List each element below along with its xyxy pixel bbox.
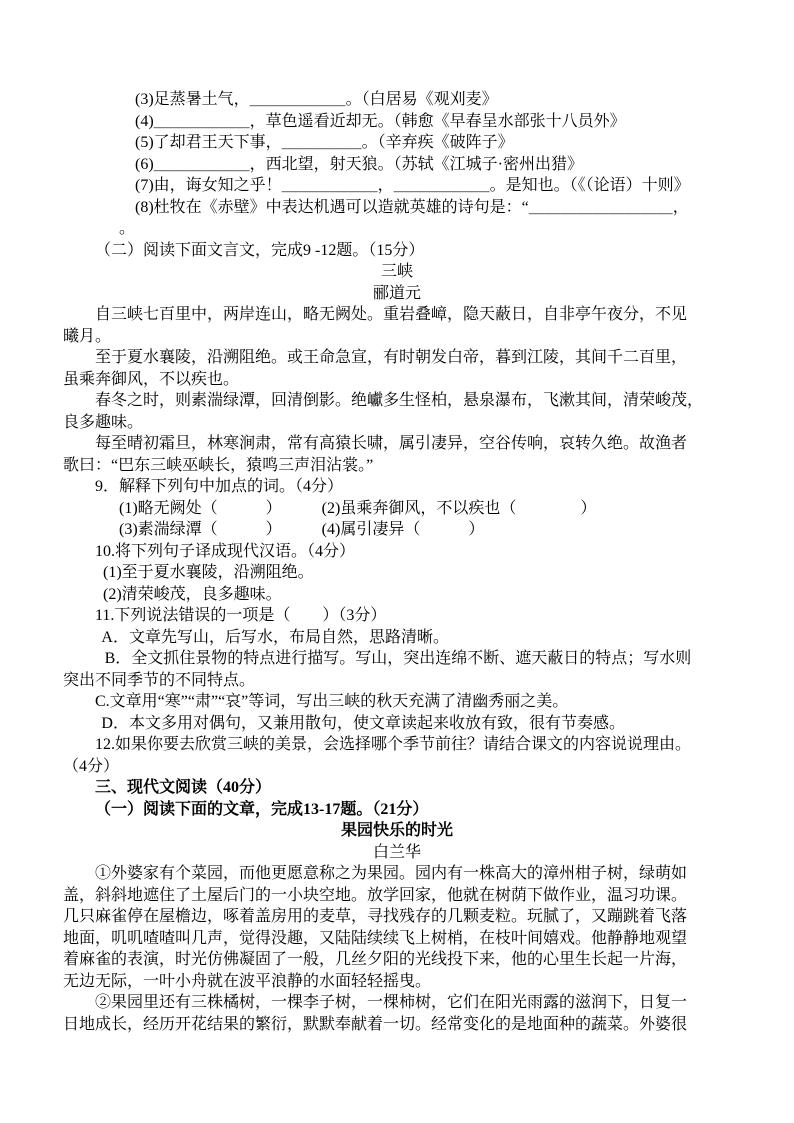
- question-9: 9．解释下列句中加点的词。（4分）: [95, 478, 344, 495]
- question-10-sentence-1: (1)至于夏水襄陵，沿溯阻绝。: [103, 564, 314, 581]
- classical-passage-line-7: 每至晴初霜旦，林寒涧肃，常有高猿长啸，属引凄异，空谷传响，哀转久绝。故渔者: [95, 435, 688, 452]
- question-10-sentence-2: (2)清荣峻茂，良多趣味。: [103, 585, 282, 603]
- classical-passage-line-4: 虽乘奔御风，不以疾也。: [63, 370, 240, 388]
- essay-line-4: 地面，叽叽喳喳叫几声，觉得没趣，又陆陆续续飞上树梢，在枝叶间嬉戏。他静静地观望: [63, 929, 688, 947]
- essay-title: 果园快乐的时光: [340, 822, 453, 839]
- essay-line-2: 盖，斜斜地遮住了土屋后门的一小块空地。放学回家，他就在树荫下做作业，温习功课。: [63, 886, 688, 904]
- classical-passage-line-6: 良多趣味。: [63, 413, 144, 431]
- essay-line-3: 几只麻雀停在屋檐边，啄着盖房用的麦草，寻找残存的几颗麦粒。玩腻了，又蹦跳着飞落: [63, 908, 688, 925]
- question-10: 10.将下列句子译成现代汉语。（4分）: [95, 542, 356, 560]
- classical-passage-line-2: 曦月。: [63, 327, 112, 345]
- classical-passage-line-5: 春冬之时，则素湍绿潭，回清倒影。绝巘多生怪柏，悬泉瀑布，飞漱其间，清荣峻茂，: [95, 392, 704, 409]
- question-11-option-d: D．本文多用对偶句，又兼用散句，使文章读起来收放有致，很有节奏感。: [101, 714, 625, 732]
- dictation-item-6: (6)＿＿＿＿＿＿，西北望，射天狼。（苏轼《江城子·密州出猎》: [135, 155, 583, 173]
- question-9-blanks-1: (1)略无阙处（ ） (2)虽乘奔御风，不以疾也（ ）: [119, 499, 597, 517]
- question-12: 12.如果你要去欣赏三峡的美景，会选择哪个季节前往？请结合课文的内容说说理由。: [95, 736, 692, 753]
- classical-passage-line-1: 自三峡七百里中，两岸连山，略无阙处。重岩叠嶂，隐天蔽日，自非亭午夜分，不见: [95, 306, 688, 323]
- classical-section-header: （二）阅读下面文言文，完成9 -12题。（15分）: [95, 241, 425, 259]
- question-11-option-b-line-1: B．全文抓住景物的特点进行描写。写山，突出连绵不断、遮天蔽日的特点；写水则: [104, 650, 692, 667]
- essay-line-6: 无边无际，一叶小舟就在波平浪静的水面轻轻摇曳。: [63, 972, 432, 990]
- essay-author: 白兰华: [372, 843, 421, 861]
- question-11-option-c: C.文章用“寒”“肃”“哀”等词，写出三峡的秋天充满了清幽秀丽之美。: [95, 693, 569, 710]
- dictation-item-4: (4)＿＿＿＿＿＿，草色遥看近却无。（韩愈《早春呈水部张十八员外》: [135, 112, 626, 130]
- modern-section-header: 三、现代文阅读（40分）: [95, 779, 272, 796]
- dictation-item-8-tail: 。: [119, 220, 136, 237]
- question-9-blanks-2: (3)素湍绿潭（ ） (4)属引凄异（ ）: [119, 521, 485, 538]
- dictation-item-3: (3)足蒸暑土气，＿＿＿＿＿＿。（白居易《观刈麦》: [135, 91, 498, 108]
- classical-passage-title: 三峡: [380, 263, 413, 280]
- classical-passage-line-3: 至于夏水襄陵，沿溯阻绝。或王命急宣，有时朝发白帝，暮到江陵，其间千二百里，: [95, 349, 688, 366]
- question-11: 11.下列说法错误的一项是（ ）（3分）: [95, 607, 387, 624]
- essay-line-7: ②果园里还有三株橘树，一棵李子树，一棵柿树，它们在阳光雨露的滋润下，日复一: [95, 994, 688, 1011]
- essay-line-1: ①外婆家有个菜园，而他更愿意称之为果园。园内有一株高大的漳州柑子树，绿萌如: [95, 865, 688, 882]
- essay-line-8: 日地成长，经历开花结果的繁衍，默默奉献着一切。经常变化的是地面种的蔬菜。外婆很: [63, 1015, 688, 1033]
- dictation-item-7: (7)由，诲女知之乎！＿＿＿＿＿＿，＿＿＿＿＿＿。是知也。（《（论语）十则》: [135, 177, 690, 194]
- classical-passage-author: 郦道元: [372, 284, 421, 302]
- classical-passage-line-8: 歌曰：“巴东三峡巫峡长，猿鸣三声泪沾裳。”: [63, 456, 374, 474]
- question-12-score: （4分）: [63, 757, 120, 775]
- question-11-option-a: A．文章先写山，后写水，布局自然，思路清晰。: [101, 628, 449, 646]
- dictation-item-8: (8)杜牧在《赤壁》中表达机遇可以造就英雄的诗句是：“＿＿＿＿＿＿＿＿＿，: [135, 198, 689, 216]
- question-11-option-b-line-2: 突出不同季节的不同特点。: [63, 671, 256, 689]
- essay-line-5: 着麻雀的表演，时光仿佛凝固了一般，几丝夕阳的光线投下来，他的心里生长起一片海，: [63, 951, 688, 968]
- dictation-item-5: (5)了却君王天下事，＿＿＿＿＿。（辛弃疾《破阵子》: [135, 134, 514, 151]
- modern-sub-header: （一）阅读下面的文章，完成13-17题。（21分）: [95, 800, 429, 818]
